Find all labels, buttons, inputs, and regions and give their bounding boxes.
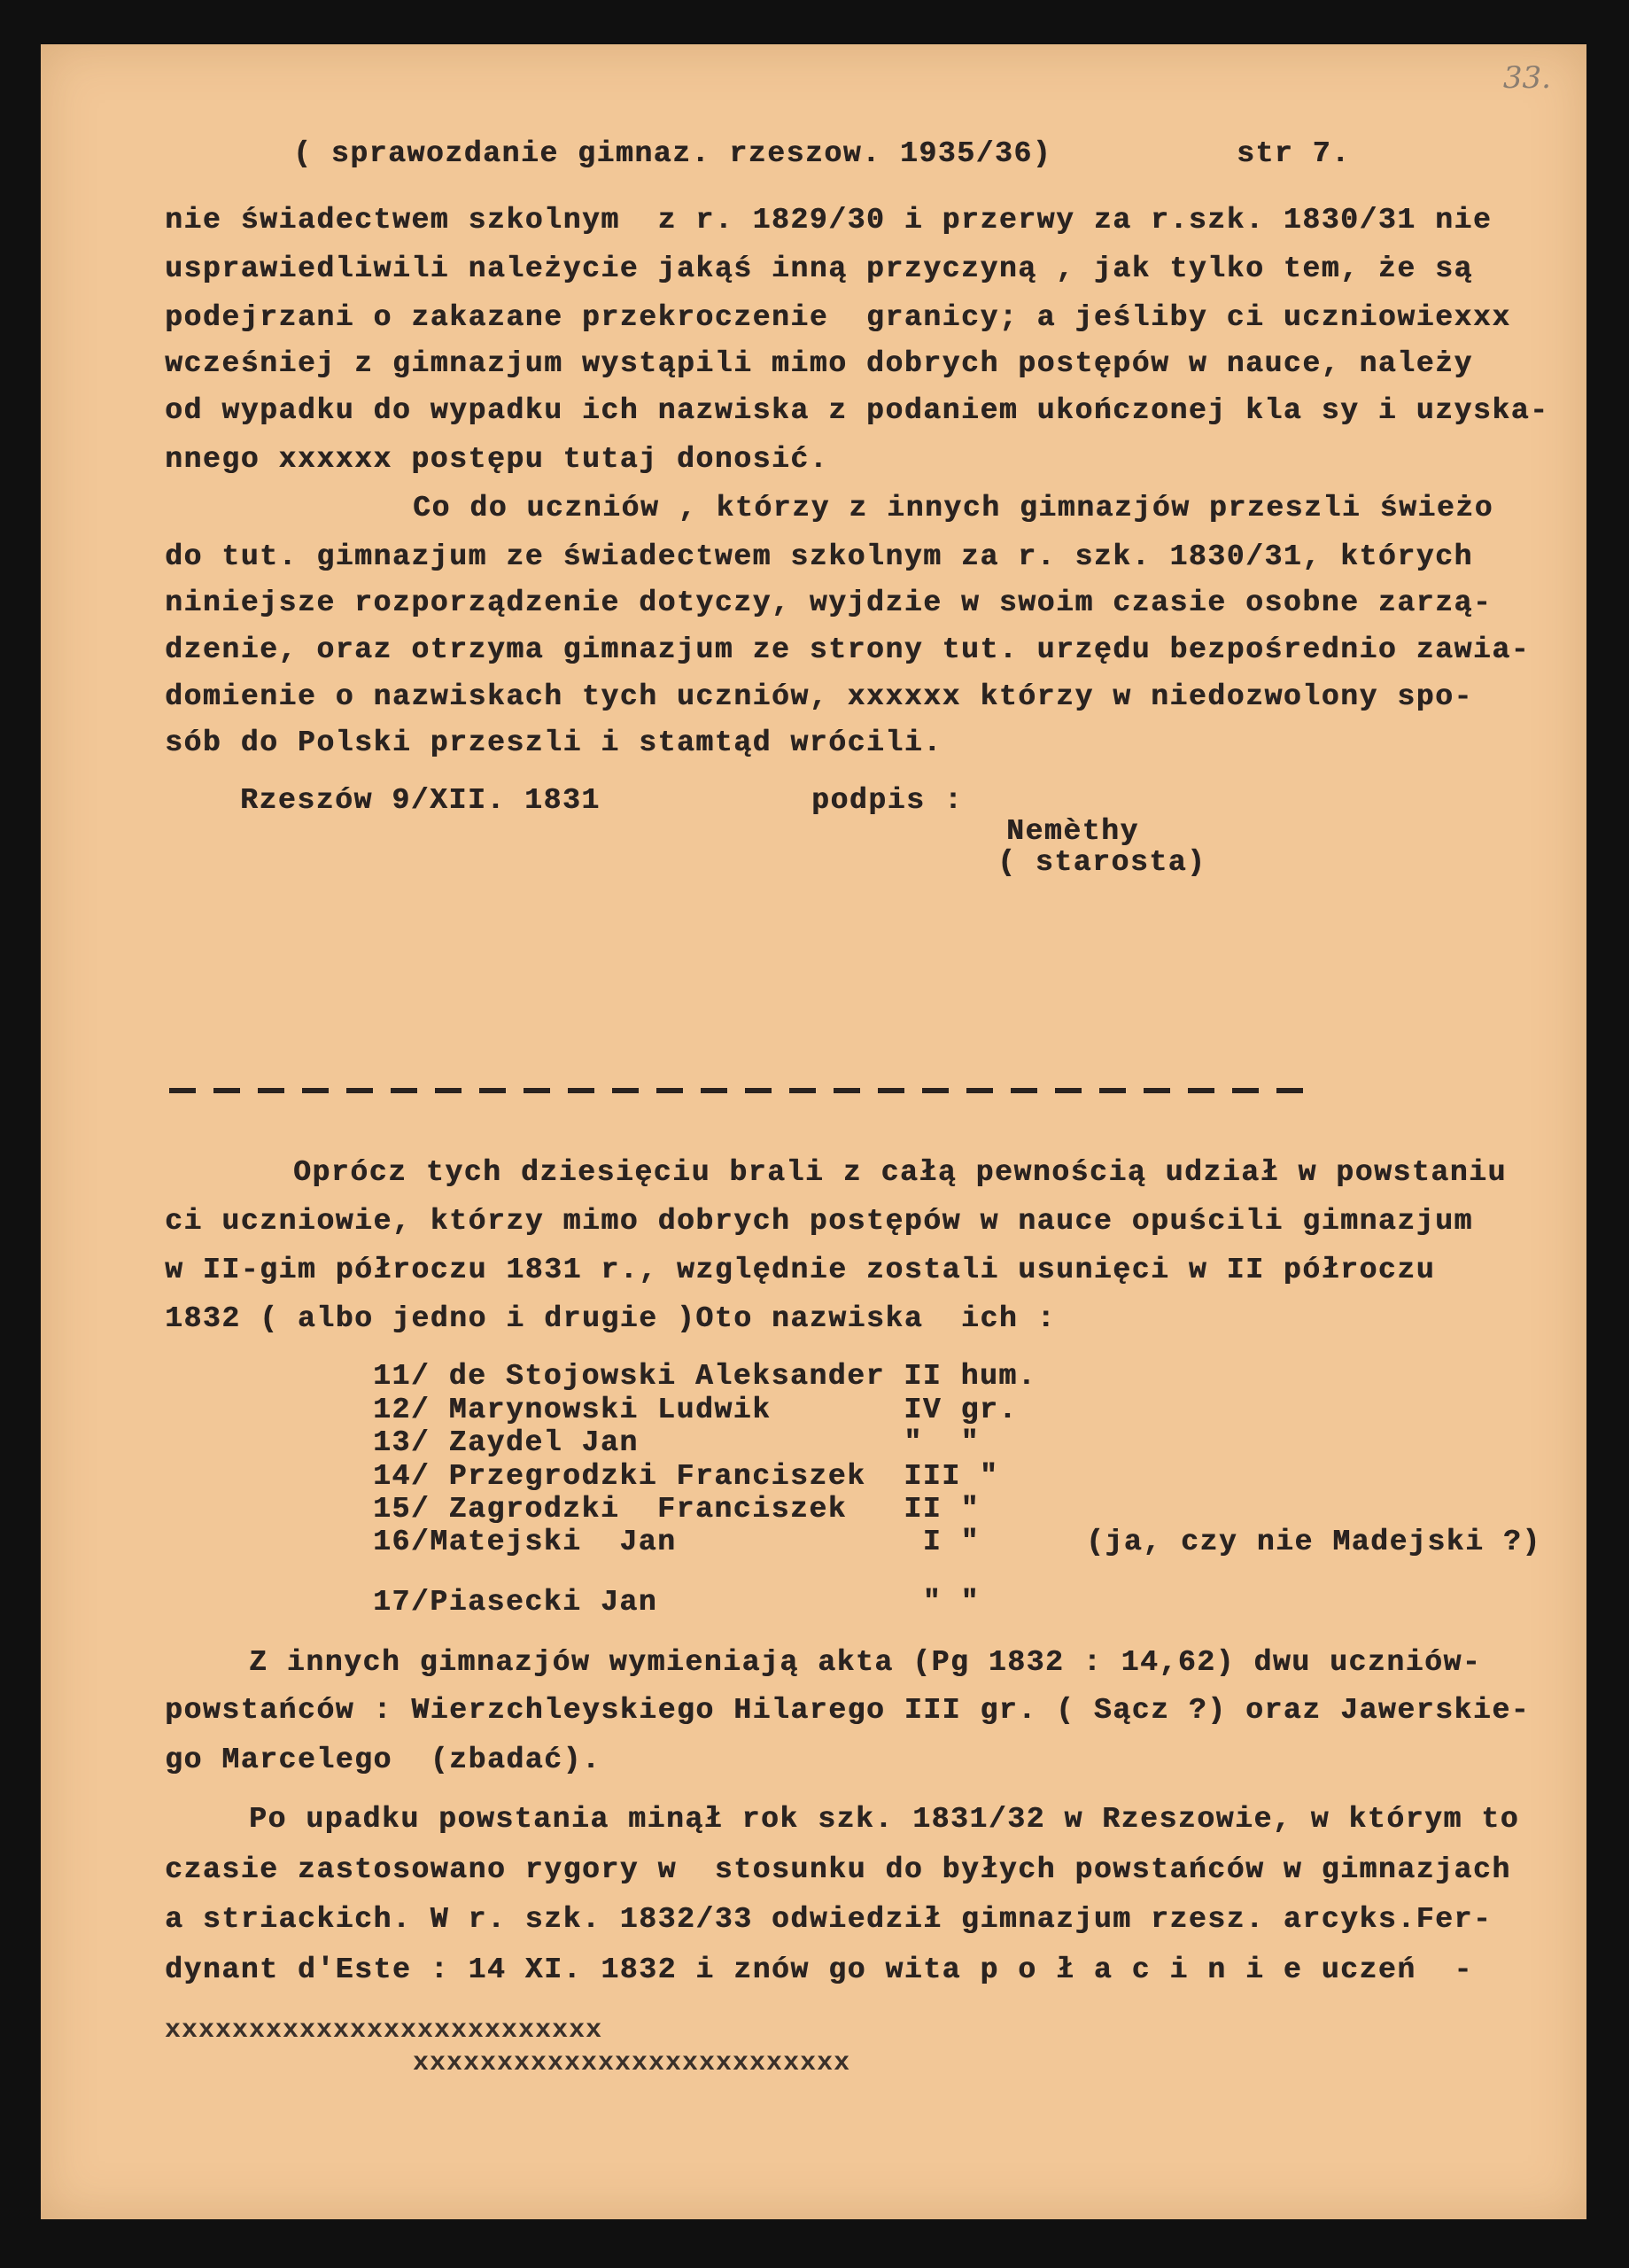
signature-role: ( starosta) (997, 846, 1206, 879)
struck-line: xxxxxxxxxxxxxxxxxxxxxxxxxx (413, 2048, 851, 2078)
text-line: do tut. gimnazjum ze świadectwem szkolnym za r. szk. 1830/31, których (165, 540, 1473, 573)
list-item: 13/ Zaydel Jan " " (373, 1426, 980, 1459)
list-note: (ja, czy nie Madejski ?) (1086, 1526, 1541, 1558)
list-item: 16/Matejski Jan I " (373, 1526, 980, 1558)
text-line: sób do Polski przeszli i stamtąd wrócili. (165, 726, 942, 759)
list-item: 15/ Zagrodzki Franciszek II " (373, 1493, 980, 1526)
document-page (41, 44, 1586, 2219)
text-line: Z innych gimnazjów wymieniają akta (Pg 1832 : 14,62) dwu uczniów- (249, 1646, 1482, 1679)
text-line: usprawiedliwili należycie jakąś inną przyczyną , jak tylko tem, że są (165, 252, 1473, 285)
text-line: dzenie, oraz otrzyma gimnazjum ze strony tut. urzędu bezpośrednio zawia- (165, 633, 1531, 666)
text-line: niniejsze rozporządzenie dotyczy, wyjdzie w swoim czasie osobne zarzą- (165, 586, 1493, 619)
pencil-page-number: 33. (1502, 60, 1551, 96)
text-line: domienie o nazwiskach tych uczniów, xxxxxx którzy w niedozwolony spo- (165, 680, 1473, 713)
list-item: 11/ de Stojowski Aleksander II hum. (373, 1360, 1037, 1393)
text-line: w II-gim półroczu 1831 r., względnie zostali usunięci w II półroczu (165, 1254, 1436, 1286)
text-line: nnego xxxxxx postępu tutaj donosić. (165, 443, 829, 476)
header-title: ( sprawozdanie gimnaz. rzeszow. 1935/36) (293, 137, 1052, 170)
text-line: Oprócz tych dziesięciu brali z całą pewnością udział w powstaniu (293, 1156, 1507, 1189)
text-line: od wypadku do wypadku ich nazwiska z podaniem ukończonej kla sy i uzyska- (165, 394, 1549, 427)
text-line: a striackich. W r. szk. 1832/33 odwiedził gimnazjum rzesz. arcyks.Fer- (165, 1903, 1493, 1936)
list-item: 12/ Marynowski Ludwik IV gr. (373, 1394, 1018, 1426)
list-item: 14/ Przegrodzki Franciszek III " (373, 1460, 999, 1493)
text-line: Po upadku powstania minął rok szk. 1831/32 w Rzeszowie, w którym to (249, 1803, 1520, 1836)
signature-label: podpis : (811, 784, 964, 817)
separator-dashes (169, 1088, 1303, 1093)
signature-name: Nemèthy (1006, 815, 1139, 848)
struck-line: xxxxxxxxxxxxxxxxxxxxxxxxxx (165, 2016, 603, 2046)
text-line: nie świadectwem szkolnym z r. 1829/30 i przerwy za r.szk. 1830/31 nie (165, 204, 1493, 237)
text-line: podejrzani o zakazane przekroczenie granicy; a jeśliby ci uczniowiexxx (165, 301, 1511, 334)
text-line: ci uczniowie, którzy mimo dobrych postępów w nauce opuścili gimnazjum (165, 1205, 1473, 1238)
text-line: go Marcelego (zbadać). (165, 1744, 601, 1776)
text-line: Co do uczniów , którzy z innych gimnazjów przeszli świeżo (413, 492, 1493, 524)
signature-place-date: Rzeszów 9/XII. 1831 (240, 784, 601, 817)
text-line: wcześniej z gimnazjum wystąpili mimo dobrych postępów w nauce, należy (165, 347, 1473, 380)
text-line: powstańców : Wierzchleyskiego Hilarego III gr. ( Sącz ?) oraz Jawerskie- (165, 1694, 1531, 1727)
list-item: 17/Piasecki Jan " " (373, 1586, 980, 1619)
text-line: 1832 ( albo jedno i drugie )Oto nazwiska ich : (165, 1302, 1056, 1335)
text-line: dynant d'Este : 14 XI. 1832 i znów go wita p o ł a c i n i e uczeń - (165, 1953, 1473, 1986)
text-line: czasie zastosowano rygory w stosunku do byłych powstańców w gimnazjach (165, 1853, 1511, 1886)
header-page: str 7. (1237, 137, 1351, 170)
